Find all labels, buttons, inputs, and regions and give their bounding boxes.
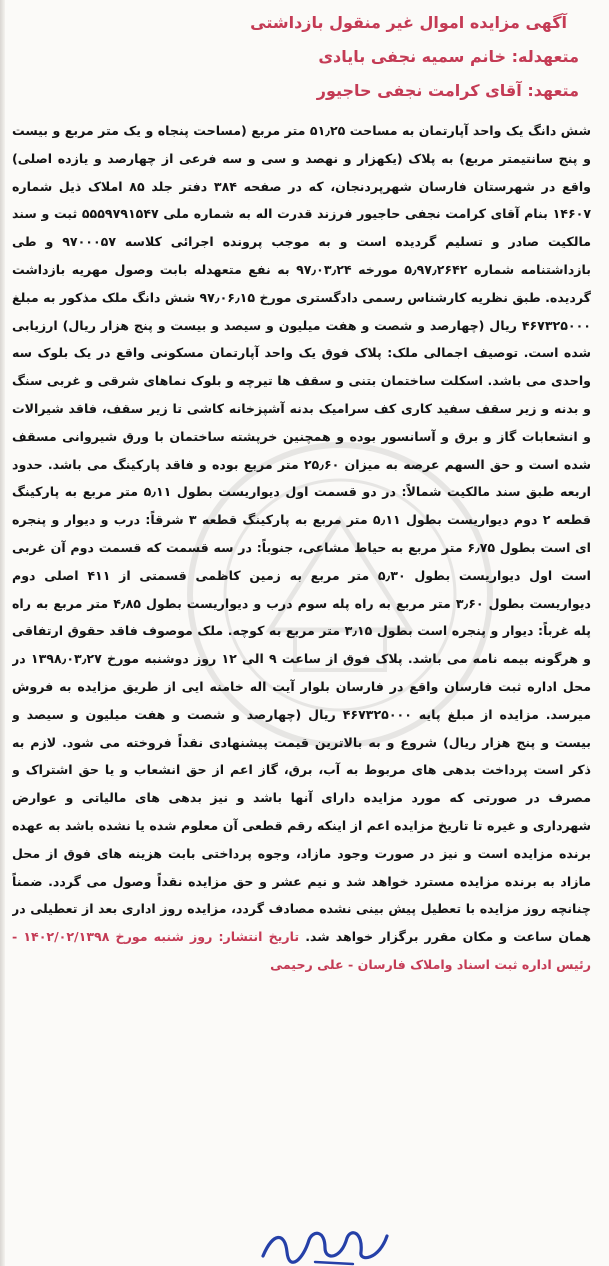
notice-body bbox=[12, 117, 591, 1235]
notice-title: آگهی مزایده اموال غیر منقول بازداشتی bbox=[250, 13, 567, 32]
obligor-line: متعهدله: خانم سمیه نجفی بایادی bbox=[318, 47, 579, 66]
notice-body-text: شش دانگ یک واحد آپارتمان به مساحت ۵۱٫۲۵ متر مربع (مساحت پنجاه و یک متر مربع و بیست و پنج سانتیمتر مربع) به پلاک (یکهزار و نهصد و سی و سه فرعی از چهارصد و یازده اصلی) واقع در شهرستان فارسان شهرپردنجان، که در صفحه ۳۸۴ دفتر جلد ۸۵ املاک ذیل شماره ۱۴۶۰۷ بنام آقای کرامت نجفی حاجیور فرزند قدرت اله به شماره ملی ۵۵۵۹۷۹۱۵۴۷ ثبت و سند مالکیت صادر و تسلیم گردیده است و به موجب پرونده اجرائی کلاسه ۹۷۰۰۰۵۷ و طی بازداشتنامه شماره ۵٫۹۷٫۲۶۴۲ مورخه ۹۷٫۰۳٫۲۴ به نفع متعهدله بابت وصول مهریه بازداشت گردیده. طبق نظریه کارشناس رسمی دادگستری مورخ ۹۷٫۰۶٫۱۵ شش دانگ ملک مذکور به مبلغ ۴۶۷۳۲۵۰۰۰ ریال (چهارصد و شصت و هفت میلیون و سیصد و بیست و پنج هزار ریال) ارزیابی شده است. توصیف اجمالی ملک: پلاک فوق یک واحد آپارتمان مسکونی واقع در یک بلوک سه واحدی می باشد. اسکلت ساختمان بتنی و سقف ها تیرچه و بلوک نماهای شرقی و غربی سنگ و بدنه و زیر سقف سفید کاری کف سرامیک بدنه آشپزخانه کاشی تا زیر سقف، فاقد شیرالات و انشعابات گاز و برق و آسانسور بوده و همچنین خرپشته ساختمان با ورق شیروانی مسقف شده است و حق السهم عرصه به میزان ۲۵٫۶۰ متر مربع بوده و فاقد پارکینگ می باشد. حدود اربعه طبق سند مالکیت شمالاً: در دو قسمت اول دیواریست بطول ۵٫۱۱ متر مربع به پارکینگ قطعه ۲ دوم دیواریست بطول ۵٫۱۱ متر مربع به پارکینگ قطعه ۳ شرقاً: درب و دیوار و پنجره ای است بطول ۶٫۷۵ متر مربع به حیاط مشاعی، جنوباً: در سه قسمت که قسمت دوم آن غربی است اول دیواریست بطول ۵٫۳۰ متر مربع به زمین کاظمی قسمتی از ۴۱۱ اصلی دوم دیواریست بطول ۳٫۶۰ متر مربع به راه پله سوم درب و دیواریست بطول ۴٫۸۵ متر مربع به راه پله غرباً: دیوار و پنجره است بطول ۳٫۱۵ متر مربع به کوچه. ملک موصوف فاقد حقوق ارتفاقی و هرگونه بیمه نامه می باشد. پلاک فوق از ساعت ۹ الی ۱۲ روز دوشنبه مورخ ۱۳۹۸٫۰۳٫۲۷ در محل اداره ثبت فارسان واقع در فارسان بلوار آیت اله خامنه ایی از طریق مزایده به فروش میرسد. مزایده از مبلغ پایه ۴۶۷۳۲۵۰۰۰ ریال (چهارصد و شصت و هفت میلیون و سیصد و بیست و پنج هزار ریال) شروع و به بالاترین قیمت پیشنهادی نقداً فروخته می شود. لازم به ذکر است پرداخت بدهی های مربوط به آب، برق، گاز اعم از حق انشعاب و یا حق اشتراک و مصرف در صورتی که مورد مزایده دارای آنها باشد و نیز بدهی های مالیاتی و عوارض شهرداری و غیره تا تاریخ مزایده اعم از اینکه رقم قطعی آن معلوم شده یا نشده باشد به عهده برنده مزایده است و نیز در صورت وجود مازاد، وجوه پرداختی بابت هزینه های فوق از محل مازاد به برنده مزایده مسترد خواهد شد و نیم عشر و حق مزایده نقداً وصول می گردد. ضمناً چنانچه روز مزایده با تعطیل پیش بینی نشده مصادف گردد، مزایده روز اداری بعد از تعطیلی در همان ساعت و مکان مقرر برگزار خواهد شد. bbox=[12, 123, 591, 945]
obligee-line: متعهد: آقای کرامت نجفی حاجیور bbox=[316, 81, 579, 100]
notice-header bbox=[18, 6, 579, 118]
handwritten-signature-icon bbox=[255, 1226, 395, 1266]
publication-line: تاریخ انتشار: روز شنبه مورخ ۱۴۰۲/۰۲/۱۳۹۸ - رئیس اداره ثبت اسناد واملاک فارسان - علی رحیمی bbox=[12, 929, 591, 972]
paper-edge-shadow bbox=[0, 0, 5, 1266]
